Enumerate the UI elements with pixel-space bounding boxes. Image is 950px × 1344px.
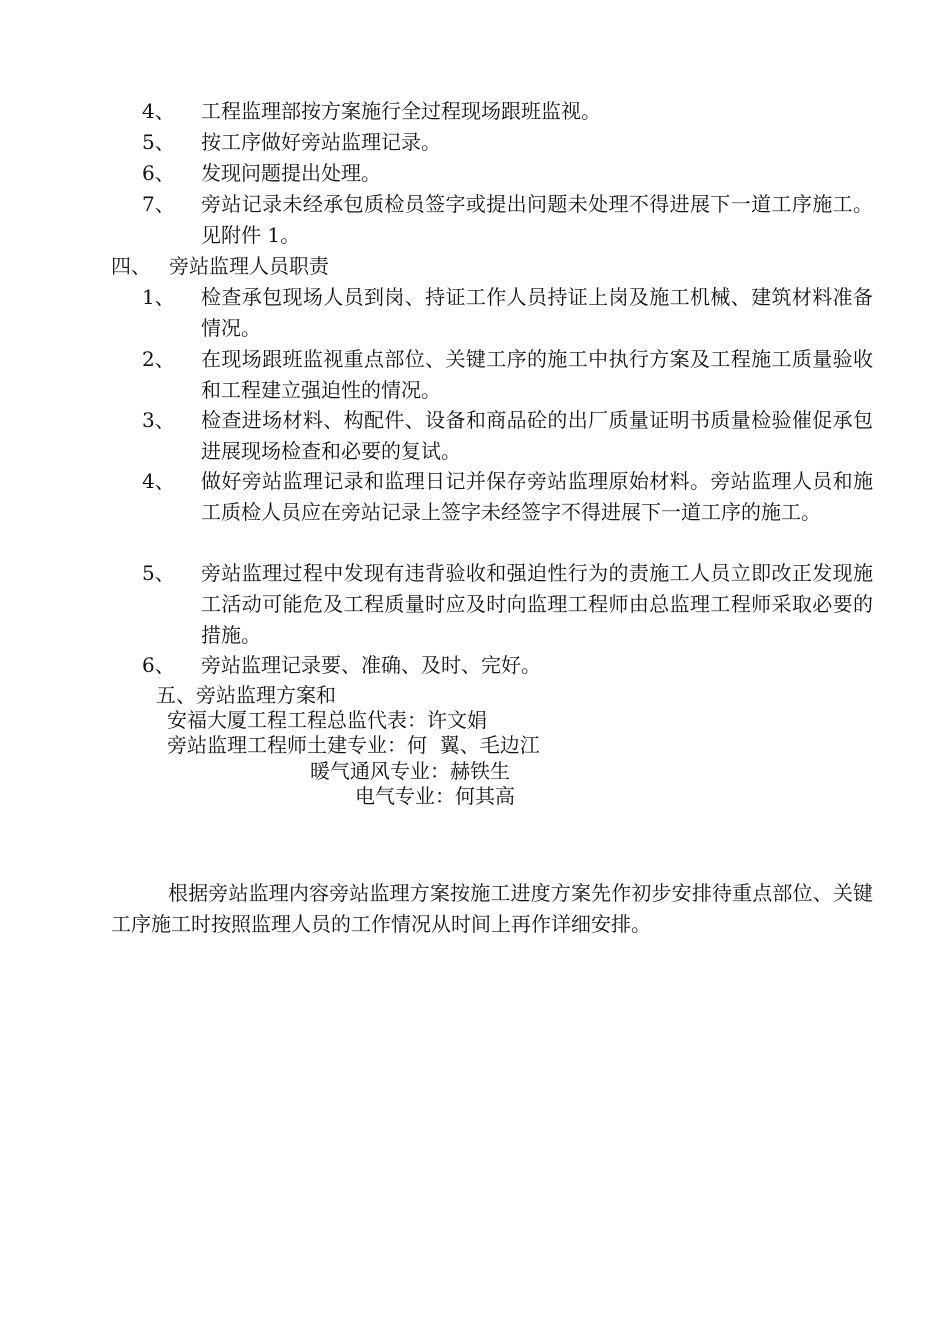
item-number: 4、 — [142, 469, 175, 493]
item-number: 6、 — [142, 161, 175, 185]
item-text: 按工序做好旁站监理记录。 — [201, 130, 441, 154]
item-text: 发现问题提出处理。 — [201, 161, 381, 185]
item-text: 做好旁站监理记录和监理日记并保存旁站监理原始材料。旁站监理人员和施工质检人员应在旁站记录上签字未经签字不得进展下一道工序的施工。 — [201, 469, 873, 524]
item-number: 6、 — [142, 653, 175, 677]
staff-line: 电气专业：何其高 — [355, 784, 515, 808]
section-title: 旁站监理人员职责 — [169, 254, 329, 278]
staff-line: 暖气通风专业：赫铁生 — [310, 759, 510, 783]
closing-paragraph: 根据旁站监理内容旁站监理方案按施工进度方案先作初步安排待重点部位、关键工序施工时按照监理人员的工作情况从时间上再作详细安排。 — [111, 881, 873, 936]
item-number: 2、 — [142, 347, 175, 371]
item-text: 旁站监理记录要、准确、及时、完好。 — [201, 653, 541, 677]
item-text: 工程监理部按方案施行全过程现场跟班监视。 — [201, 99, 601, 123]
item-number: 1、 — [142, 285, 175, 309]
section-heading: 五、旁站监理方案和 — [156, 683, 336, 707]
section-heading — [111, 251, 329, 282]
item-text: 旁站记录未经承包质检员签字或提出问题未处理不得进展下一道工序施工。见附件 1。 — [201, 192, 873, 247]
item-text: 在现场跟班监视重点部位、关键工序的施工中执行方案及工程施工质量验收和工程建立强迫性的情况。 — [201, 347, 873, 402]
item-text: 旁站监理过程中发现有违背验收和强迫性行为的责施工人员立即改正发现施工活动可能危及工程质量时应及时向监理工程师由总监理工程师采取必要的措施。 — [201, 561, 873, 647]
staff-line: 旁站监理工程师土建专业：何 翼、毛边江 — [167, 733, 540, 757]
staff-line: 安福大厦工程工程总监代表：许文娟 — [167, 708, 487, 732]
item-number: 7、 — [142, 192, 175, 216]
item-text: 检查承包现场人员到岗、持证工作人员持证上岗及施工机械、建筑材料准备情况。 — [201, 285, 873, 340]
item-number: 4、 — [142, 99, 175, 123]
item-number: 5、 — [142, 561, 175, 585]
item-text: 检查进场材料、构配件、设备和商品砼的出厂质量证明书质量检验催促承包进展现场检查和必要的复试。 — [201, 408, 873, 463]
item-number: 3、 — [142, 408, 175, 432]
section-number: 四、 — [111, 254, 151, 278]
item-number: 5、 — [142, 130, 175, 154]
